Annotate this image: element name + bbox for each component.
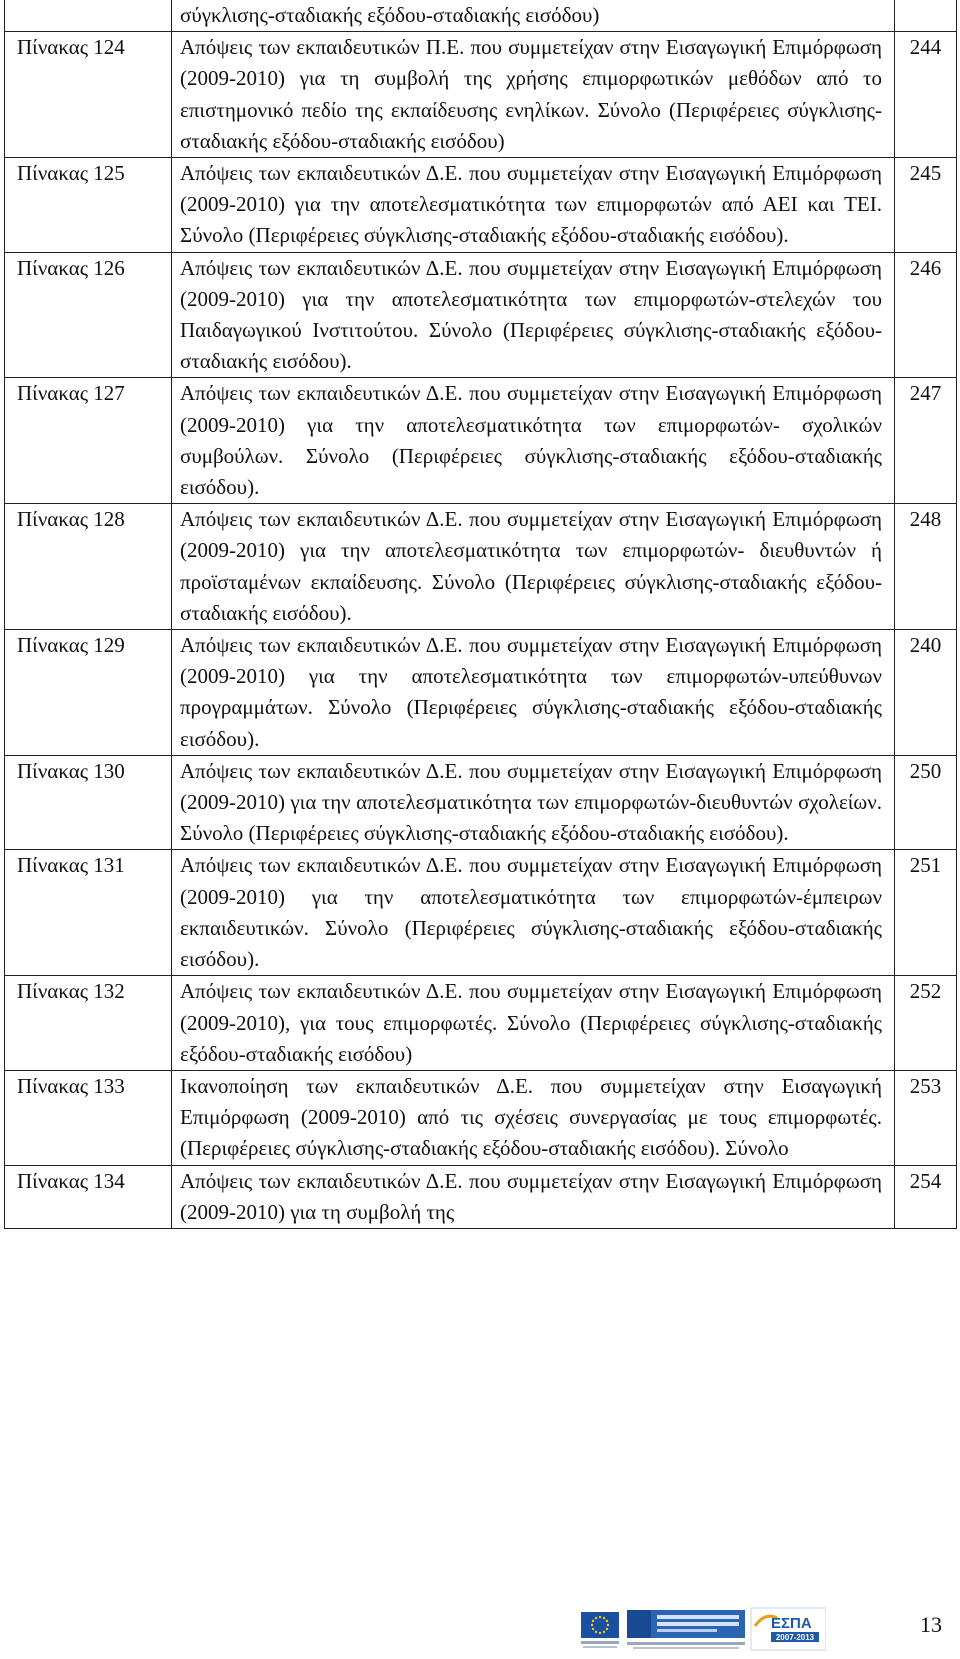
program-caption-line-2 xyxy=(633,1647,739,1649)
page-reference: 253 xyxy=(895,1070,957,1165)
eu-star xyxy=(603,1617,605,1619)
table-label: Πίνακας 134 xyxy=(5,1165,172,1228)
table-label: Πίνακας 131 xyxy=(5,850,172,976)
page-reference: 246 xyxy=(895,252,957,378)
eu-star xyxy=(592,1620,594,1622)
table-label: Πίνακας 127 xyxy=(5,378,172,504)
toc-row xyxy=(5,755,957,850)
eu-star xyxy=(606,1620,608,1622)
espa-logo-text: ΕΣΠΑ xyxy=(771,1615,812,1632)
page-number: 13 xyxy=(920,1612,942,1637)
toc-continued-row xyxy=(5,0,957,32)
eu-star xyxy=(591,1624,593,1626)
eu-star xyxy=(607,1624,609,1626)
page-reference: 252 xyxy=(895,976,957,1071)
toc-continued-text: σύγκλισης-σταδιακής εξόδου-σταδιακής εισόδου) xyxy=(172,0,895,32)
toc-row xyxy=(5,32,957,158)
page-footer xyxy=(0,1600,960,1659)
table-label: Πίνακας 132 xyxy=(5,976,172,1071)
eu-star xyxy=(595,1631,597,1633)
toc-row xyxy=(5,850,957,976)
toc-row xyxy=(5,1070,957,1165)
toc-body xyxy=(5,0,957,1228)
table-description: Απόψεις των εκπαιδευτικών Δ.Ε. που συμμετείχαν στην Εισαγωγική Επιμόρφωση (2009-2010) για την αποτελεσματικότητα των επιμορφωτών από ΑΕΙ και ΤΕΙ. Σύνολο (Περιφέρειες σύγκλισης-σταδιακής εξόδου-σταδιακής εισόδου). xyxy=(172,158,895,253)
page-reference: 245 xyxy=(895,158,957,253)
toc-row xyxy=(5,504,957,630)
page-reference: 240 xyxy=(895,630,957,756)
table-label: Πίνακας 129 xyxy=(5,630,172,756)
table-label: Πίνακας 130 xyxy=(5,755,172,850)
eu-star xyxy=(603,1631,605,1633)
toc-row xyxy=(5,976,957,1071)
table-label: Πίνακας 128 xyxy=(5,504,172,630)
table-description: Απόψεις των εκπαιδευτικών Δ.Ε. που συμμετείχαν στην Εισαγωγική Επιμόρφωση (2009-2010) για τη συμβολή της xyxy=(172,1165,895,1228)
program-banner-text-1 xyxy=(657,1615,739,1619)
program-banner-text-2 xyxy=(657,1622,739,1626)
funding-logos xyxy=(581,1606,826,1652)
eu-caption-line xyxy=(581,1641,619,1644)
table-description: Απόψεις των εκπαιδευτικών Δ.Ε. που συμμετείχαν στην Εισαγωγική Επιμόρφωση (2009-2010), για τους επιμορφωτές. Σύνολο (Περιφέρειες σύγκλισης-σταδιακής εξόδου-σταδιακής εισόδου) xyxy=(172,976,895,1071)
page-reference: 247 xyxy=(895,378,957,504)
toc-row xyxy=(5,252,957,378)
table-description: Απόψεις των εκπαιδευτικών Δ.Ε. που συμμετείχαν στην Εισαγωγική Επιμόρφωση (2009-2010) για την αποτελεσματικότητα των επιμορφωτών-έμπειρων εκπαιδευτικών. Σύνολο (Περιφέρειες σύγκλισης-σταδιακής εξόδου-σταδιακής εισόδου). xyxy=(172,850,895,976)
toc-row xyxy=(5,630,957,756)
table-label: Πίνακας 126 xyxy=(5,252,172,378)
table-description: Απόψεις των εκπαιδευτικών Δ.Ε. που συμμετείχαν στην Εισαγωγική Επιμόρφωση (2009-2010) για την αποτελεσματικότητα των επιμορφωτών- σχολικών συμβούλων. Σύνολο (Περιφέρειες σύγκλισης-σταδιακής εξόδου-σταδιακής εισόδου). xyxy=(172,378,895,504)
table-description: Ικανοποίηση των εκπαιδευτικών Δ.Ε. που συμμετείχαν στην Εισαγωγική Επιμόρφωση (2009-2010) από τις σχέσεις συνεργασίας με τους επιμορφωτές. (Περιφέρειες σύγκλισης-σταδιακής εξόδου-σταδιακής εισόδου). Σύνολο xyxy=(172,1070,895,1165)
table-description: Απόψεις των εκπαιδευτικών Δ.Ε. που συμμετείχαν στην Εισαγωγική Επιμόρφωση (2009-2010) για την αποτελεσματικότητα των επιμορφωτών-στελεχών του Παιδαγωγικού Ινστιτούτου. Σύνολο (Περιφέρειες σύγκλισης-σταδιακής εξόδου-σταδιακής εισόδου). xyxy=(172,252,895,378)
table-label: Πίνακας 125 xyxy=(5,158,172,253)
espa-years-text: 2007-2013 xyxy=(775,1633,815,1642)
page-reference: 250 xyxy=(895,755,957,850)
toc-continued-page-cell xyxy=(895,0,957,32)
page-reference: 244 xyxy=(895,32,957,158)
eu-star xyxy=(595,1617,597,1619)
toc-row xyxy=(5,378,957,504)
eu-star xyxy=(606,1628,608,1630)
eu-star xyxy=(599,1632,601,1634)
table-description: Απόψεις των εκπαιδευτικών Δ.Ε. που συμμετείχαν στην Εισαγωγική Επιμόρφωση (2009-2010) για την αποτελεσματικότητα των επιμορφωτών-διευθυντών σχολείων. Σύνολο (Περιφέρειες σύγκλισης-σταδιακής εξόδου-σταδιακής εισόδου). xyxy=(172,755,895,850)
table-description: Απόψεις των εκπαιδευτικών Δ.Ε. που συμμετείχαν στην Εισαγωγική Επιμόρφωση (2009-2010) για την αποτελεσματικότητα των επιμορφωτών-υπεύθυνων προγραμμάτων. Σύνολο (Περιφέρειες σύγκλισης-σταδιακής εξόδου-σταδιακής εισόδου). xyxy=(172,630,895,756)
program-caption-line xyxy=(627,1642,745,1645)
eu-star xyxy=(592,1628,594,1630)
table-description: Απόψεις των εκπαιδευτικών Δ.Ε. που συμμετείχαν στην Εισαγωγική Επιμόρφωση (2009-2010) για την αποτελεσματικότητα των επιμορφωτών- διευθυντών ή προϊσταμένων εκπαίδευσης. Σύνολο (Περιφέρειες σύγκλισης-σταδιακής εξόδου-σταδιακής εισόδου). xyxy=(172,504,895,630)
page-reference: 254 xyxy=(895,1165,957,1228)
toc-row xyxy=(5,158,957,253)
toc-continued-label-cell xyxy=(5,0,172,32)
table-description: Απόψεις των εκπαιδευτικών Π.Ε. που συμμετείχαν στην Εισαγωγική Επιμόρφωση (2009-2010) για τη συμβολή της χρήσης επιμορφωτικών μεθόδων από το επιστημονικό πεδίο της εκπαίδευσης ενηλίκων. Σύνολο (Περιφέρειες σύγκλισης-σταδιακής εξόδου-σταδιακής εισόδου) xyxy=(172,32,895,158)
table-of-contents xyxy=(4,0,957,1229)
page-reference: 248 xyxy=(895,504,957,630)
page-reference: 251 xyxy=(895,850,957,976)
program-banner-text-3 xyxy=(657,1629,717,1632)
table-label: Πίνακας 133 xyxy=(5,1070,172,1165)
table-label: Πίνακας 124 xyxy=(5,32,172,158)
toc-row xyxy=(5,1165,957,1228)
eu-star xyxy=(599,1616,601,1618)
eu-caption-line-2 xyxy=(583,1646,617,1648)
program-banner-stripe xyxy=(627,1610,651,1638)
